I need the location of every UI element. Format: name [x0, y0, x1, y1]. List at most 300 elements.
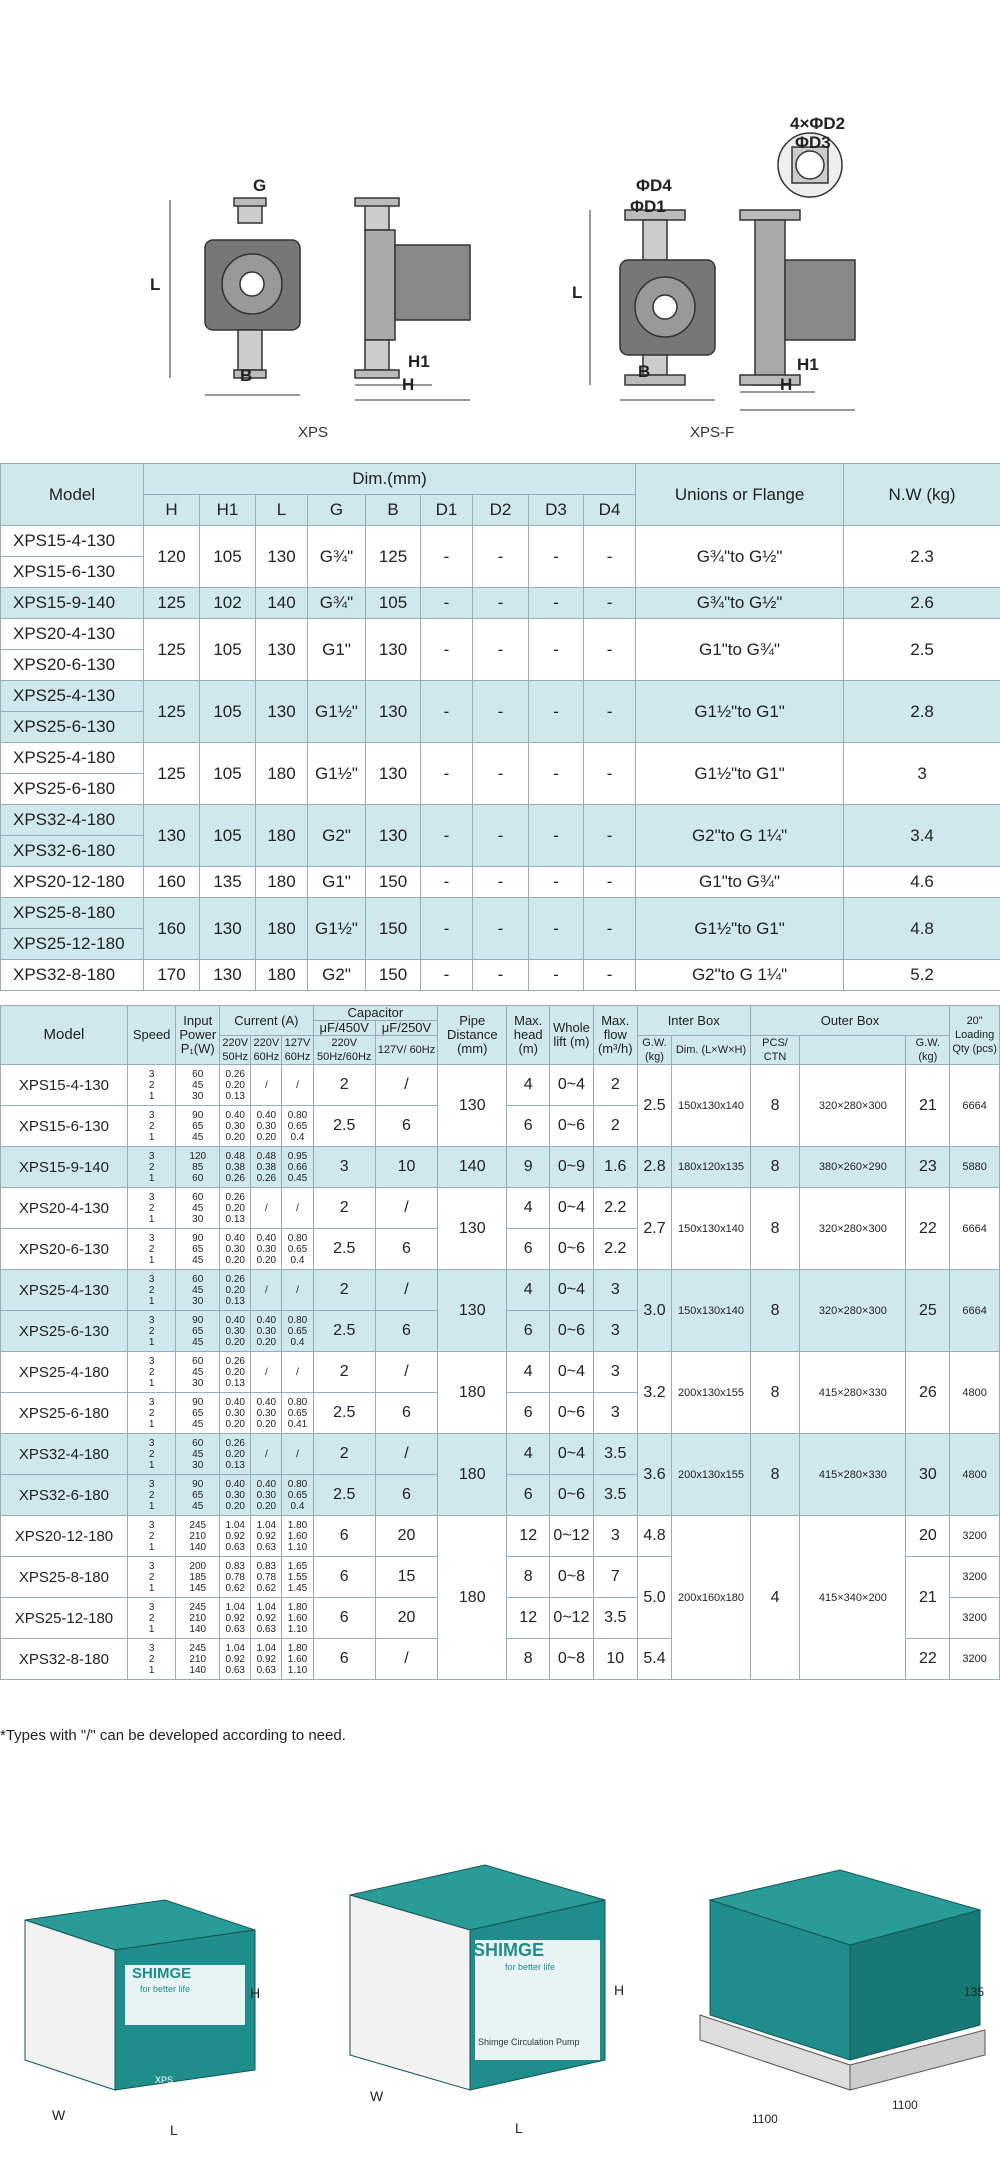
c1-cell: 0.40 0.30 0.20: [220, 1475, 251, 1516]
cap2-cell: 20: [375, 1598, 437, 1639]
flow-cell: 2: [593, 1065, 637, 1106]
box1-w: W: [52, 2107, 66, 2123]
box2-l: L: [515, 2120, 523, 2136]
dim-cell: -: [584, 898, 636, 960]
dim-cell: G1": [308, 619, 366, 681]
table-row: [1, 1352, 1000, 1393]
pallet-drawing: [690, 1850, 990, 2120]
flow-cell: 2.2: [593, 1188, 637, 1229]
model-cell: XPS25-4-130: [1, 1270, 128, 1311]
flow-cell: 1.6: [593, 1147, 637, 1188]
qty-cell: 3200: [950, 1639, 1000, 1680]
inter-gw-cell: 5.4: [637, 1639, 672, 1680]
dim-cell: 105: [200, 526, 256, 588]
dim-cell: G¾": [308, 588, 366, 619]
speed-cell: 3 2 1: [127, 1434, 175, 1475]
cap2-cell: /: [375, 1270, 437, 1311]
lift-cell: 0~4: [550, 1188, 594, 1229]
head-cell: 6: [507, 1393, 550, 1434]
box2-product: Shimge Circulation Pump: [478, 2037, 580, 2047]
model-cell: XPS25-6-130: [1, 712, 144, 743]
cap2-cell: 10: [375, 1147, 437, 1188]
speed-cell: 3 2 1: [127, 1639, 175, 1680]
xps-drawing: [150, 160, 510, 420]
xps-l-label: L: [150, 275, 161, 294]
footnote: *Types with "/" can be developed according to need.: [0, 1727, 346, 1744]
h2-pcs: PCS/ CTN: [750, 1036, 800, 1065]
cap1-cell: 3: [313, 1147, 375, 1188]
power-cell: 90 65 45: [176, 1393, 220, 1434]
nw-cell: 3: [844, 743, 1000, 805]
dim-cell: -: [473, 526, 529, 588]
xpsf-h-label: H: [780, 375, 793, 394]
inter-dim-cell: 150x130x140: [672, 1270, 750, 1352]
box1-l: L: [170, 2122, 178, 2138]
c1-cell: 0.48 0.38 0.26: [220, 1147, 251, 1188]
table-row: [1, 526, 1000, 557]
lift-cell: 0~6: [550, 1393, 594, 1434]
lift-cell: 0~6: [550, 1106, 594, 1147]
dim-cell: 150: [366, 960, 421, 991]
box-illustration-2: [345, 1860, 625, 2100]
model-cell: XPS15-4-130: [1, 1065, 128, 1106]
c3-cell: 1.80 1.60 1.10: [282, 1639, 313, 1680]
cap1-cell: 2: [313, 1270, 375, 1311]
inter-dim-cell: 200x130x155: [672, 1434, 750, 1516]
dim-cell: G1": [308, 867, 366, 898]
xps-h-label: H: [402, 375, 415, 394]
qty-cell: 6664: [950, 1065, 1000, 1147]
outer-gw-cell: 30: [906, 1434, 950, 1516]
h2-inter: Inter Box: [637, 1006, 750, 1036]
dim-cell: G¾": [308, 526, 366, 588]
box2-w: W: [370, 2088, 384, 2104]
pcs-cell: 8: [750, 1352, 800, 1434]
dim-cell: 160: [144, 898, 200, 960]
flow-cell: 3: [593, 1311, 637, 1352]
lift-cell: 0~4: [550, 1434, 594, 1475]
dim-cell: -: [421, 619, 473, 681]
power-cell: 60 45 30: [176, 1065, 220, 1106]
model-cell: XPS25-6-180: [1, 1393, 128, 1434]
header-col-g: G: [308, 495, 366, 526]
cap1-cell: 2.5: [313, 1393, 375, 1434]
outer-gw-cell: 21: [906, 1557, 950, 1639]
outer-gw-cell: 22: [906, 1639, 950, 1680]
power-cell: 90 65 45: [176, 1475, 220, 1516]
power-cell: 60 45 30: [176, 1270, 220, 1311]
h2-gw: G.W. (kg): [637, 1036, 672, 1065]
lift-cell: 0~12: [550, 1516, 594, 1557]
cap1-cell: 2: [313, 1352, 375, 1393]
dim-cell: -: [473, 867, 529, 898]
c1-cell: 0.26 0.20 0.13: [220, 1434, 251, 1475]
header-col-d3: D3: [529, 495, 584, 526]
c2-cell: 1.04 0.92 0.63: [251, 1598, 282, 1639]
head-cell: 4: [507, 1434, 550, 1475]
power-cell: 60 45 30: [176, 1352, 220, 1393]
power-cell: 200 185 145: [176, 1557, 220, 1598]
lift-cell: 0~4: [550, 1065, 594, 1106]
h2-loading: 20" Loading Qty (pcs): [950, 1006, 1000, 1065]
c1-cell: 1.04 0.92 0.63: [220, 1639, 251, 1680]
header-model: Model: [1, 464, 144, 526]
outer-gw-cell: 26: [906, 1352, 950, 1434]
c1-cell: 0.40 0.30 0.20: [220, 1393, 251, 1434]
head-cell: 4: [507, 1352, 550, 1393]
dim-cell: 105: [200, 681, 256, 743]
h2-outer: Outer Box: [750, 1006, 950, 1036]
dim-cell: 130: [366, 681, 421, 743]
nw-cell: 4.8: [844, 898, 1000, 960]
table-row: [1, 619, 1000, 650]
speed-cell: 3 2 1: [127, 1352, 175, 1393]
model-cell: XPS25-12-180: [1, 929, 144, 960]
inter-gw-cell: 4.8: [637, 1516, 672, 1557]
performance-table: [0, 1005, 1000, 1680]
dim-cell: 130: [200, 960, 256, 991]
cap1-cell: 2.5: [313, 1106, 375, 1147]
c2-cell: 1.04 0.92 0.63: [251, 1639, 282, 1680]
flow-cell: 10: [593, 1639, 637, 1680]
lift-cell: 0~4: [550, 1270, 594, 1311]
xpsf-d1-label: ΦD1: [630, 197, 666, 216]
c3-cell: 0.80 0.65 0.4: [282, 1229, 313, 1270]
header-unions: Unions or Flange: [636, 464, 844, 526]
header-col-h: H: [144, 495, 200, 526]
outer-dim-cell: 320×280×300: [800, 1188, 906, 1270]
qty-cell: 5880: [950, 1147, 1000, 1188]
dim-cell: 105: [200, 805, 256, 867]
table-row: [1, 1516, 1000, 1557]
h2-input: Input Power P₁(W): [176, 1006, 220, 1065]
outer-dim-cell: 415×280×330: [800, 1352, 906, 1434]
flow-cell: 3.5: [593, 1598, 637, 1639]
box-2-drawing: [345, 1860, 625, 2100]
cap2-cell: /: [375, 1188, 437, 1229]
cap2-cell: /: [375, 1434, 437, 1475]
nw-cell: 2.8: [844, 681, 1000, 743]
header-col-l: L: [256, 495, 308, 526]
cap2-cell: /: [375, 1352, 437, 1393]
model-cell: XPS25-4-180: [1, 1352, 128, 1393]
c3-cell: 1.65 1.55 1.45: [282, 1557, 313, 1598]
dim-cell: 130: [256, 681, 308, 743]
dim-cell: 125: [144, 619, 200, 681]
flow-cell: 3.5: [593, 1475, 637, 1516]
c2-cell: 0.40 0.30 0.20: [251, 1311, 282, 1352]
lift-cell: 0~8: [550, 1557, 594, 1598]
box-illustration-1: [15, 1890, 275, 2100]
h2-pipe: Pipe Distance (mm): [438, 1006, 507, 1065]
head-cell: 6: [507, 1311, 550, 1352]
dim-cell: -: [473, 681, 529, 743]
dim-cell: -: [421, 960, 473, 991]
c2-cell: 0.40 0.30 0.20: [251, 1106, 282, 1147]
cap2-cell: 6: [375, 1393, 437, 1434]
h2-outer-dim: [800, 1036, 906, 1065]
dim-cell: G1½": [308, 898, 366, 960]
unions-cell: G2"to G 1¼": [636, 805, 844, 867]
head-cell: 6: [507, 1106, 550, 1147]
h2-capacitor: Capacitor: [313, 1006, 438, 1021]
model-cell: XPS32-8-180: [1, 960, 144, 991]
head-cell: 12: [507, 1516, 550, 1557]
flow-cell: 3: [593, 1352, 637, 1393]
dim-cell: -: [473, 960, 529, 991]
c3-cell: 0.80 0.65 0.41: [282, 1393, 313, 1434]
dim-cell: 130: [256, 619, 308, 681]
c3-cell: 0.80 0.65 0.4: [282, 1106, 313, 1147]
speed-cell: 3 2 1: [127, 1557, 175, 1598]
c3-cell: /: [282, 1065, 313, 1106]
model-cell: XPS20-4-130: [1, 619, 144, 650]
header-col-b: B: [366, 495, 421, 526]
cap2-cell: 20: [375, 1516, 437, 1557]
dim-cell: -: [584, 588, 636, 619]
dim-cell: 180: [256, 867, 308, 898]
qty-cell: 4800: [950, 1434, 1000, 1516]
h2-c2: 220V 60Hz: [251, 1036, 282, 1065]
model-cell: XPS25-8-180: [1, 898, 144, 929]
nw-cell: 2.5: [844, 619, 1000, 681]
dim-cell: -: [529, 743, 584, 805]
speed-cell: 3 2 1: [127, 1065, 175, 1106]
dim-cell: -: [529, 619, 584, 681]
dim-cell: 170: [144, 960, 200, 991]
c2-cell: /: [251, 1065, 282, 1106]
table-row: [1, 588, 1000, 619]
speed-cell: 3 2 1: [127, 1393, 175, 1434]
dim-cell: -: [473, 588, 529, 619]
dim-cell: -: [473, 619, 529, 681]
outer-gw-cell: 20: [906, 1516, 950, 1557]
model-cell: XPS32-8-180: [1, 1639, 128, 1680]
h2-c1: 220V 50Hz: [220, 1036, 251, 1065]
power-cell: 60 45 30: [176, 1434, 220, 1475]
power-cell: 90 65 45: [176, 1229, 220, 1270]
pallet-d2: 1100: [892, 2098, 918, 2112]
power-cell: 120 85 60: [176, 1147, 220, 1188]
xpsf-h1-label: H1: [797, 355, 819, 374]
cap1-cell: 2: [313, 1065, 375, 1106]
lift-cell: 0~12: [550, 1598, 594, 1639]
unions-cell: G2"to G 1¼": [636, 960, 844, 991]
table-row: [1, 805, 1000, 836]
xpsf-d3-label: ΦD3: [795, 133, 831, 152]
outer-dim-cell: 320×280×300: [800, 1065, 906, 1147]
pipe-cell: 130: [438, 1270, 507, 1352]
c1-cell: 0.26 0.20 0.13: [220, 1188, 251, 1229]
flow-cell: 2.2: [593, 1229, 637, 1270]
flow-cell: 3: [593, 1516, 637, 1557]
power-cell: 90 65 45: [176, 1311, 220, 1352]
model-cell: XPS20-6-130: [1, 1229, 128, 1270]
dim-cell: -: [584, 681, 636, 743]
header-col-d4: D4: [584, 495, 636, 526]
outer-dim-cell: 415×280×330: [800, 1434, 906, 1516]
lift-cell: 0~6: [550, 1229, 594, 1270]
pipe-cell: 130: [438, 1065, 507, 1147]
xpsf-d2-label: 4×ΦD2: [790, 114, 846, 133]
power-cell: 90 65 45: [176, 1106, 220, 1147]
dim-cell: 130: [366, 743, 421, 805]
c1-cell: 0.40 0.30 0.20: [220, 1229, 251, 1270]
h2-dim: Dim. (L×W×H): [672, 1036, 750, 1065]
speed-cell: 3 2 1: [127, 1106, 175, 1147]
outer-gw-cell: 22: [906, 1188, 950, 1270]
pipe-cell: 140: [438, 1147, 507, 1188]
dim-cell: -: [529, 681, 584, 743]
h2-current: Current (A): [220, 1006, 313, 1036]
c3-cell: /: [282, 1434, 313, 1475]
pallet-h: 135: [964, 1985, 985, 1999]
dim-cell: 180: [256, 805, 308, 867]
table-row: [1, 1270, 1000, 1311]
diagram-xps: [150, 160, 510, 420]
unions-cell: G1"to G¾": [636, 619, 844, 681]
xps-h1-label: H1: [408, 352, 430, 371]
dim-cell: -: [473, 805, 529, 867]
outer-dim-cell: 320×280×300: [800, 1270, 906, 1352]
table-row: [1, 1147, 1000, 1188]
flow-cell: 7: [593, 1557, 637, 1598]
xpsf-l-label: L: [572, 283, 583, 302]
dim-cell: -: [584, 867, 636, 898]
dim-cell: -: [421, 681, 473, 743]
c2-cell: 1.04 0.92 0.63: [251, 1516, 282, 1557]
c2-cell: /: [251, 1270, 282, 1311]
table-row: [1, 1065, 1000, 1106]
cap1-cell: 2.5: [313, 1475, 375, 1516]
lift-cell: 0~8: [550, 1639, 594, 1680]
model-cell: XPS32-6-180: [1, 836, 144, 867]
qty-cell: 4800: [950, 1352, 1000, 1434]
qty-cell: 3200: [950, 1516, 1000, 1557]
dim-cell: 140: [256, 588, 308, 619]
dim-cell: -: [584, 960, 636, 991]
cap1-cell: 6: [313, 1557, 375, 1598]
unions-cell: G1½"to G1": [636, 898, 844, 960]
header-col-d1: D1: [421, 495, 473, 526]
speed-cell: 3 2 1: [127, 1270, 175, 1311]
h2-lift: Whole lift (m): [550, 1006, 594, 1065]
pipe-cell: 180: [438, 1434, 507, 1516]
dim-cell: 102: [200, 588, 256, 619]
lift-cell: 0~6: [550, 1475, 594, 1516]
dimension-table: [0, 463, 1000, 991]
h2-cap2: μF/250V: [375, 1021, 437, 1036]
box2-h: H: [614, 1982, 625, 1998]
c1-cell: 1.04 0.92 0.63: [220, 1598, 251, 1639]
pcs-cell: 8: [750, 1065, 800, 1147]
dim-cell: 125: [144, 588, 200, 619]
inter-gw-cell: 2.5: [637, 1065, 672, 1147]
unions-cell: G1½"to G1": [636, 743, 844, 805]
table-row: [1, 867, 1000, 898]
model-cell: XPS15-6-130: [1, 1106, 128, 1147]
nw-cell: 5.2: [844, 960, 1000, 991]
dim-cell: -: [584, 526, 636, 588]
c3-cell: 0.80 0.65 0.4: [282, 1475, 313, 1516]
outer-dim-cell: 380×260×290: [800, 1147, 906, 1188]
cap1-cell: 2: [313, 1434, 375, 1475]
dim-cell: 180: [256, 743, 308, 805]
head-cell: 8: [507, 1557, 550, 1598]
dim-cell: 130: [200, 898, 256, 960]
dim-cell: G1½": [308, 743, 366, 805]
model-cell: XPS25-4-130: [1, 681, 144, 712]
dim-cell: -: [421, 526, 473, 588]
h2-cap1: μF/450V: [313, 1021, 375, 1036]
c3-cell: 0.80 0.65 0.4: [282, 1311, 313, 1352]
power-cell: 245 210 140: [176, 1598, 220, 1639]
c3-cell: /: [282, 1188, 313, 1229]
flow-cell: 3: [593, 1393, 637, 1434]
dim-cell: 105: [366, 588, 421, 619]
model-cell: XPS20-12-180: [1, 867, 144, 898]
cap2-cell: 6: [375, 1106, 437, 1147]
h2-head: Max. head (m): [507, 1006, 550, 1065]
pallet-d1: 1100: [752, 2112, 778, 2126]
dim-cell: G1½": [308, 681, 366, 743]
c2-cell: /: [251, 1188, 282, 1229]
inter-gw-cell: 5.0: [637, 1557, 672, 1639]
dim-cell: -: [421, 588, 473, 619]
head-cell: 4: [507, 1270, 550, 1311]
header-nw: N.W (kg): [844, 464, 1000, 526]
header-col-d2: D2: [473, 495, 529, 526]
outer-gw-cell: 21: [906, 1065, 950, 1147]
model-cell: XPS15-9-140: [1, 588, 144, 619]
box1-model: XPS: [155, 2075, 174, 2085]
inter-gw-cell: 3.0: [637, 1270, 672, 1352]
model-cell: XPS25-4-180: [1, 743, 144, 774]
c1-cell: 0.26 0.20 0.13: [220, 1270, 251, 1311]
head-cell: 12: [507, 1598, 550, 1639]
model-cell: XPS32-4-180: [1, 805, 144, 836]
box-1-drawing: [15, 1890, 275, 2100]
dim-cell: 130: [366, 805, 421, 867]
box1-tagline: for better life: [140, 1984, 191, 1994]
box1-brand: SHIMGE: [132, 1965, 192, 1982]
box1-h: H: [250, 1985, 261, 2001]
power-cell: 60 45 30: [176, 1188, 220, 1229]
nw-cell: 4.6: [844, 867, 1000, 898]
xps-g-label: G: [253, 176, 267, 195]
inter-gw-cell: 2.7: [637, 1188, 672, 1270]
head-cell: 8: [507, 1639, 550, 1680]
dim-cell: -: [584, 805, 636, 867]
lift-cell: 0~4: [550, 1352, 594, 1393]
c3-cell: /: [282, 1270, 313, 1311]
outer-gw-cell: 23: [906, 1147, 950, 1188]
box2-tagline: for better life: [505, 1962, 556, 1972]
cap2-cell: 15: [375, 1557, 437, 1598]
dim-cell: 125: [366, 526, 421, 588]
nw-cell: 2.3: [844, 526, 1000, 588]
table-row: [1, 681, 1000, 712]
dim-cell: 180: [256, 960, 308, 991]
dim-cell: -: [473, 898, 529, 960]
c2-cell: /: [251, 1434, 282, 1475]
dim-cell: -: [529, 867, 584, 898]
model-cell: XPS25-6-180: [1, 774, 144, 805]
qty-cell: 3200: [950, 1598, 1000, 1639]
header-col-h1: H1: [200, 495, 256, 526]
dim-cell: 120: [144, 526, 200, 588]
model-cell: XPS20-6-130: [1, 650, 144, 681]
